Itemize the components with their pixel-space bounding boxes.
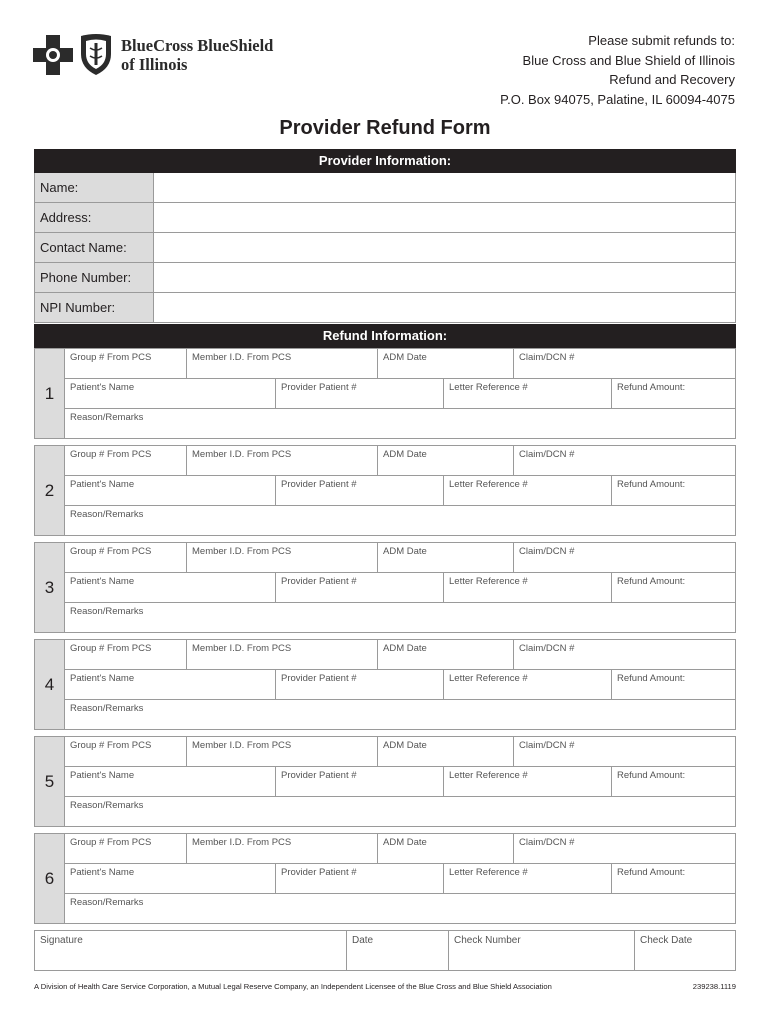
refund-amount-field[interactable]: Refund Amount: — [611, 573, 735, 603]
letter-reference-field[interactable]: Letter Reference # — [443, 573, 611, 603]
entry-row — [65, 834, 735, 864]
entry-row — [65, 349, 735, 379]
entry-row — [65, 797, 735, 827]
letter-reference-field[interactable]: Letter Reference # — [443, 379, 611, 409]
field-label-phone: Phone Number: — [35, 263, 154, 292]
patient-name-field[interactable]: Patient's Name — [70, 770, 135, 781]
refund-amount-field[interactable]: Refund Amount: — [611, 379, 735, 409]
group-number-field[interactable]: Group # From PCS — [70, 837, 152, 848]
signature-row — [34, 930, 736, 971]
adm-date-field[interactable]: ADM Date — [377, 640, 513, 670]
claim-dcn-field[interactable]: Claim/DCN # — [513, 834, 735, 864]
field-label-npi: NPI Number: — [35, 293, 154, 322]
patient-name-field[interactable]: Patient's Name — [70, 576, 135, 587]
letter-reference-field[interactable]: Letter Reference # — [443, 670, 611, 700]
address-field[interactable] — [154, 203, 735, 232]
entry-number: 1 — [35, 349, 65, 438]
member-id-field[interactable]: Member I.D. From PCS — [186, 543, 377, 573]
patient-name-field[interactable]: Patient's Name — [70, 867, 135, 878]
entry-row — [65, 543, 735, 573]
member-id-field[interactable]: Member I.D. From PCS — [186, 349, 377, 379]
provider-info-header: Provider Information: — [34, 149, 736, 173]
provider-info-table — [34, 173, 736, 323]
field-label-contact-name: Contact Name: — [35, 233, 154, 262]
group-number-field[interactable]: Group # From PCS — [70, 449, 152, 460]
logo-wordmark — [121, 36, 273, 74]
refund-amount-field[interactable]: Refund Amount: — [611, 476, 735, 506]
entry-row — [65, 476, 735, 506]
blue-cross-icon — [33, 35, 73, 75]
adm-date-field[interactable]: ADM Date — [377, 543, 513, 573]
address-line: Refund and Recovery — [609, 72, 735, 87]
patient-name-field[interactable]: Patient's Name — [70, 479, 135, 490]
entry-fields — [65, 640, 735, 729]
entry-row — [65, 603, 735, 633]
entry-row — [65, 864, 735, 894]
signature-field[interactable]: Signature — [40, 935, 83, 946]
address-line: Blue Cross and Blue Shield of Illinois — [522, 52, 735, 68]
provider-patient-number-field[interactable]: Provider Patient # — [275, 767, 443, 797]
provider-patient-number-field[interactable]: Provider Patient # — [275, 864, 443, 894]
entry-fields — [65, 737, 735, 826]
entry-fields — [65, 349, 735, 438]
provider-field-row — [35, 233, 735, 263]
footer-disclaimer: A Division of Health Care Service Corporation, a Mutual Legal Reserve Company, an Independent Licensee of the Blue Cross and Blue Shield Association — [34, 982, 552, 991]
member-id-field[interactable]: Member I.D. From PCS — [186, 834, 377, 864]
check-number-field[interactable]: Check Number — [448, 931, 634, 970]
entry-row — [65, 506, 735, 536]
reason-remarks-field[interactable]: Reason/Remarks — [70, 509, 144, 520]
address-line: Please submit refunds to: — [588, 33, 735, 48]
provider-field-row — [35, 263, 735, 293]
claim-dcn-field[interactable]: Claim/DCN # — [513, 737, 735, 767]
refund-amount-field[interactable]: Refund Amount: — [611, 670, 735, 700]
reason-remarks-field[interactable]: Reason/Remarks — [70, 606, 144, 617]
patient-name-field[interactable]: Patient's Name — [70, 673, 135, 684]
entry-number: 6 — [35, 834, 65, 923]
group-number-field[interactable]: Group # From PCS — [70, 740, 152, 751]
logo-line-1: BlueCross BlueShield — [121, 36, 274, 55]
entry-row — [65, 737, 735, 767]
refund-entry — [34, 348, 736, 439]
entry-row — [65, 409, 735, 439]
provider-field-row — [35, 203, 735, 233]
entry-fields — [65, 446, 735, 535]
group-number-field[interactable]: Group # From PCS — [70, 643, 152, 654]
date-field[interactable]: Date — [346, 931, 448, 970]
group-number-field[interactable]: Group # From PCS — [70, 546, 152, 557]
entry-number: 5 — [35, 737, 65, 826]
reason-remarks-field[interactable]: Reason/Remarks — [70, 412, 144, 423]
refund-entry — [34, 833, 736, 924]
field-label-name: Name: — [35, 173, 154, 202]
reason-remarks-field[interactable]: Reason/Remarks — [70, 897, 144, 908]
logo-line-2: of Illinois — [121, 55, 188, 74]
entry-number: 4 — [35, 640, 65, 729]
entry-number: 2 — [35, 446, 65, 535]
refund-entry — [34, 736, 736, 827]
reason-remarks-field[interactable]: Reason/Remarks — [70, 703, 144, 714]
claim-dcn-field[interactable]: Claim/DCN # — [513, 543, 735, 573]
reason-remarks-field[interactable]: Reason/Remarks — [70, 800, 144, 811]
refund-entry — [34, 542, 736, 633]
entry-row — [65, 379, 735, 409]
member-id-field[interactable]: Member I.D. From PCS — [186, 640, 377, 670]
claim-dcn-field[interactable]: Claim/DCN # — [513, 640, 735, 670]
entry-row — [65, 700, 735, 730]
letter-reference-field[interactable]: Letter Reference # — [443, 476, 611, 506]
refund-amount-field[interactable]: Refund Amount: — [611, 864, 735, 894]
entry-number: 3 — [35, 543, 65, 632]
group-number-field[interactable]: Group # From PCS — [70, 352, 152, 363]
provider-patient-number-field[interactable]: Provider Patient # — [275, 379, 443, 409]
adm-date-field[interactable]: ADM Date — [377, 737, 513, 767]
member-id-field[interactable]: Member I.D. From PCS — [186, 737, 377, 767]
claim-dcn-field[interactable]: Claim/DCN # — [513, 446, 735, 476]
refund-amount-field[interactable]: Refund Amount: — [611, 767, 735, 797]
letter-reference-field[interactable]: Letter Reference # — [443, 767, 611, 797]
refund-info-header: Refund Information: — [34, 324, 736, 348]
address-line: P.O. Box 94075, Palatine, IL 60094-4075 — [500, 91, 735, 107]
entry-fields — [65, 834, 735, 923]
adm-date-field[interactable]: ADM Date — [377, 349, 513, 379]
patient-name-field[interactable]: Patient's Name — [70, 382, 135, 393]
provider-patient-number-field[interactable]: Provider Patient # — [275, 670, 443, 700]
phone-number-field[interactable] — [154, 263, 735, 292]
provider-field-row — [35, 293, 735, 323]
entry-row — [65, 767, 735, 797]
refund-entry — [34, 445, 736, 536]
entry-row — [65, 640, 735, 670]
adm-date-field[interactable]: ADM Date — [377, 446, 513, 476]
member-id-field[interactable]: Member I.D. From PCS — [186, 446, 377, 476]
name-field[interactable] — [154, 173, 735, 202]
provider-patient-number-field[interactable]: Provider Patient # — [275, 476, 443, 506]
refund-entry — [34, 639, 736, 730]
npi-number-field[interactable] — [154, 293, 735, 322]
submit-address — [500, 31, 735, 109]
provider-patient-number-field[interactable]: Provider Patient # — [275, 573, 443, 603]
field-label-address: Address: — [35, 203, 154, 232]
entry-fields — [65, 543, 735, 632]
bcbs-logo — [33, 30, 273, 80]
check-date-field[interactable]: Check Date — [634, 931, 735, 970]
letter-reference-field[interactable]: Letter Reference # — [443, 864, 611, 894]
entry-row — [65, 573, 735, 603]
provider-field-row — [35, 173, 735, 203]
contact-name-field[interactable] — [154, 233, 735, 262]
page-title: Provider Refund Form — [279, 117, 491, 139]
entry-row — [65, 670, 735, 700]
entry-row — [65, 894, 735, 924]
form-code: 239238.1119 — [692, 982, 736, 991]
entry-row — [65, 446, 735, 476]
blue-shield-icon — [79, 34, 113, 76]
claim-dcn-field[interactable]: Claim/DCN # — [513, 349, 735, 379]
adm-date-field[interactable]: ADM Date — [377, 834, 513, 864]
